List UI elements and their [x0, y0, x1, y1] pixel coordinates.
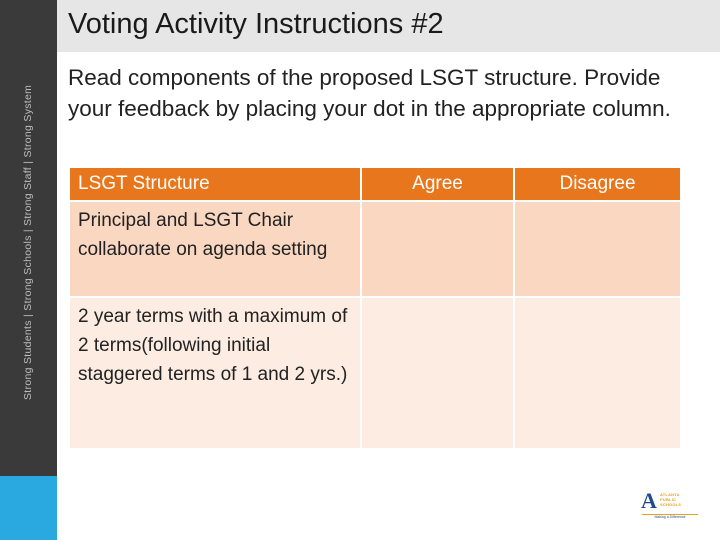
instructions-text: Read components of the proposed LSGT structure. Provide your feedback by placing your dot in the appropriate column.: [68, 65, 671, 121]
agree-cell[interactable]: [361, 297, 514, 449]
disagree-cell[interactable]: [514, 201, 681, 297]
logo-tagline: Making a Difference: [642, 514, 698, 520]
sidebar-tagline: Strong Students | Strong Schools | Strong Staff | Strong System: [22, 84, 34, 400]
table-row: [69, 297, 681, 449]
atlanta-public-schools-logo: [640, 489, 698, 523]
agree-cell[interactable]: [361, 201, 514, 297]
logo-letter-icon: A: [641, 488, 657, 513]
header-lsgt-structure: LSGT Structure: [69, 167, 361, 201]
slide-title: Voting Activity Instructions #2: [68, 8, 444, 40]
structure-item-cell: [69, 201, 361, 297]
header-agree: Agree: [361, 167, 514, 201]
logo-wordmark: ATLANTA PUBLIC SCHOOLS: [660, 492, 682, 507]
voting-table: [68, 166, 682, 450]
structure-item-text: Principal and LSGT Chair collaborate on agenda setting: [78, 210, 328, 260]
sidebar-accent-block: [0, 476, 57, 540]
structure-item-text: 2 year terms with a maximum of 2 terms(following initial staggered terms of 1 and 2 yrs.): [78, 306, 348, 385]
table-row: [69, 201, 681, 297]
structure-item-cell: [69, 297, 361, 449]
disagree-cell[interactable]: [514, 297, 681, 449]
table-header-row: [69, 167, 681, 201]
header-disagree: Disagree: [514, 167, 681, 201]
